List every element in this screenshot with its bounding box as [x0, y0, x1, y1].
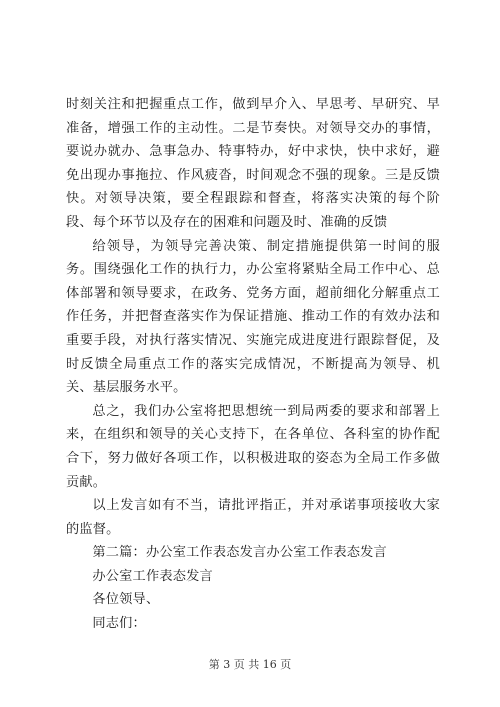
document-body — [66, 93, 440, 636]
paragraph-1: 时刻关注和把握重点工作，做到早介入、早思考、早研究、早准备，增强工作的主动性。二是节奏快。对领导交办的事情，要说办就办、急事急办、特事特办，好中求快，快中求好，避免出现办事拖拉、作风疲沓，时间观念不强的现象。三是反馈快。对领导决策，要全程跟踪和督查，将落实决策的每个阶段、每个环节以及存在的困难和问题及时、准确的反馈 — [66, 97, 440, 230]
page-number-footer: 第 3 页 共 16 页 — [208, 658, 292, 671]
section-heading: 第二篇：办公室工作表态发言办公室工作表态发言 — [92, 545, 387, 561]
salutation-leaders: 各位领导、 — [92, 592, 160, 608]
speech-title: 办公室工作表态发言 — [92, 568, 213, 584]
paragraph-3: 总之，我们办公室将把思想统一到局两委的要求和部署上来，在组织和领导的关心支持下，在各单位、各科室的协作配合下，努力做好各项工作，以积极进取的姿态为全局工作多做贡献。 — [66, 403, 440, 490]
paragraph-2: 给领导，为领导完善决策、制定措施提供第一时间的服务。围绕强化工作的执行力，办公室将紧贴全局工作中心、总体部署和领导要求，在政务、党务方面，超前细化分解重点工作任务，并把督查落实作为保证措施、推动工作的有效办法和重要手段，对执行落实情况、实施完成进度进行跟踪督促，及时反馈全局重点工作的落实完成情况，不断提高为领导、机关、基层服务水平。 — [66, 238, 440, 396]
paragraph-4: 以上发言如有不当，请批评指正，并对承诺事项接收大家的监督。 — [66, 498, 440, 537]
salutation-comrades: 同志们： — [92, 616, 146, 632]
